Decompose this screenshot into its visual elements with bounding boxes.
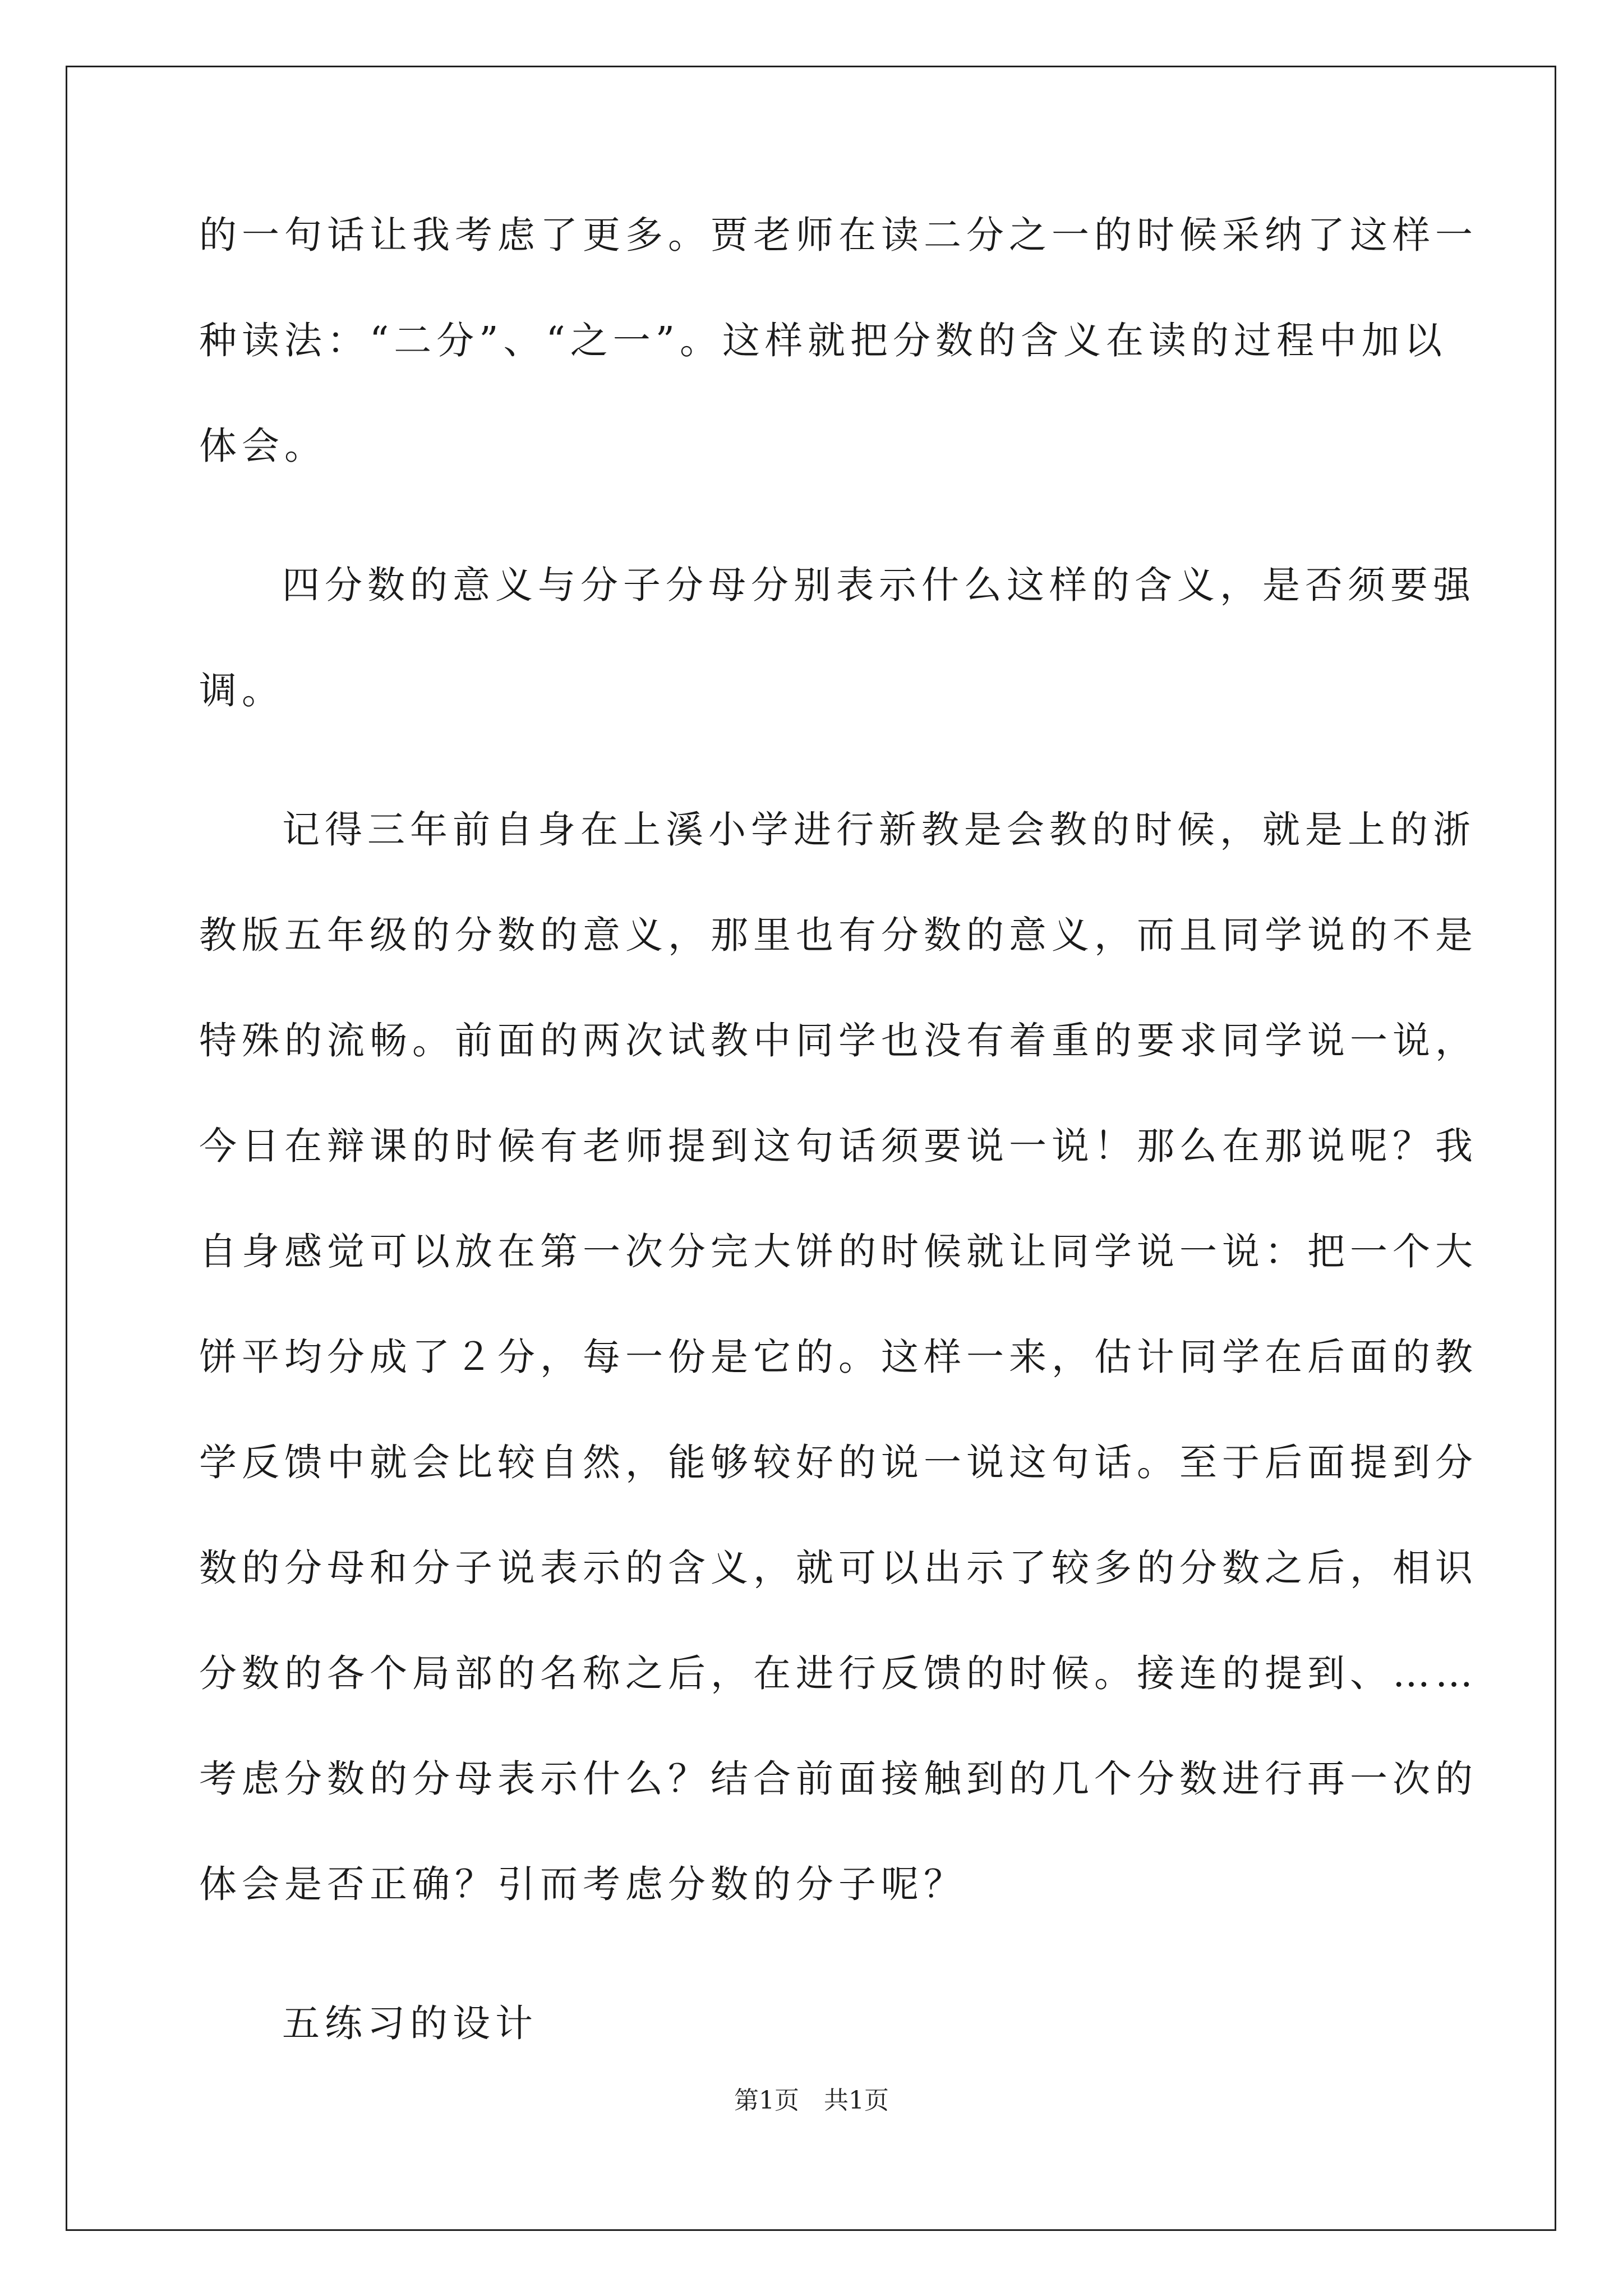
section-heading: 五练习的设计 — [282, 2001, 538, 2045]
text-line: 今日在辩课的时候有老师提到这句话须要说一说！那么在那说呢？我 — [199, 1124, 1478, 1168]
text-line: 调。 — [199, 669, 284, 712]
page-number-footer: 第1页 共1页 — [734, 2086, 889, 2115]
text-line: 数的分母和分子说表示的含义，就可以出示了较多的分数之后，相识 — [199, 1546, 1478, 1590]
text-line: 记得三年前自身在上溪小学进行新教是会教的时候，就是上的浙 — [282, 808, 1476, 852]
paragraph-heading: 四分数的意义与分子分母分别表示什么这样的含义，是否须要强 — [282, 563, 1476, 607]
document-body — [199, 212, 1478, 2106]
text-line: 考虑分数的分母表示什么？结合前面接触到的几个分数进行再一次的 — [199, 1757, 1478, 1801]
text-line: 分数的各个局部的名称之后，在进行反馈的时候。接连的提到、…… — [199, 1651, 1478, 1695]
text-line: 教版五年级的分数的意义，那里也有分数的意义，而且同学说的不是 — [199, 913, 1478, 957]
text-line: 饼平均分成了２分，每一份是它的。这样一来，估计同学在后面的教 — [199, 1335, 1478, 1379]
text-line: 特殊的流畅。前面的两次试教中同学也没有着重的要求同学说一说， — [199, 1019, 1478, 1062]
text-line: 体会。 — [199, 424, 327, 468]
text-line: 体会是否正确？引而考虑分数的分子呢？ — [199, 1862, 966, 1906]
text-line: 学反馈中就会比较自然，能够较好的说一说这句话。至于后面提到分 — [199, 1441, 1478, 1484]
text-line: 自身感觉可以放在第一次分完大饼的时候就让同学说一说：把一个大 — [199, 1230, 1478, 1273]
text-line: 的一句话让我考虑了更多。贾老师在读二分之一的时候采纳了这样一 — [199, 213, 1478, 257]
text-line: 种读法：“二分”、“之一”。这样就把分数的含义在读的过程中加以 — [199, 319, 1447, 362]
